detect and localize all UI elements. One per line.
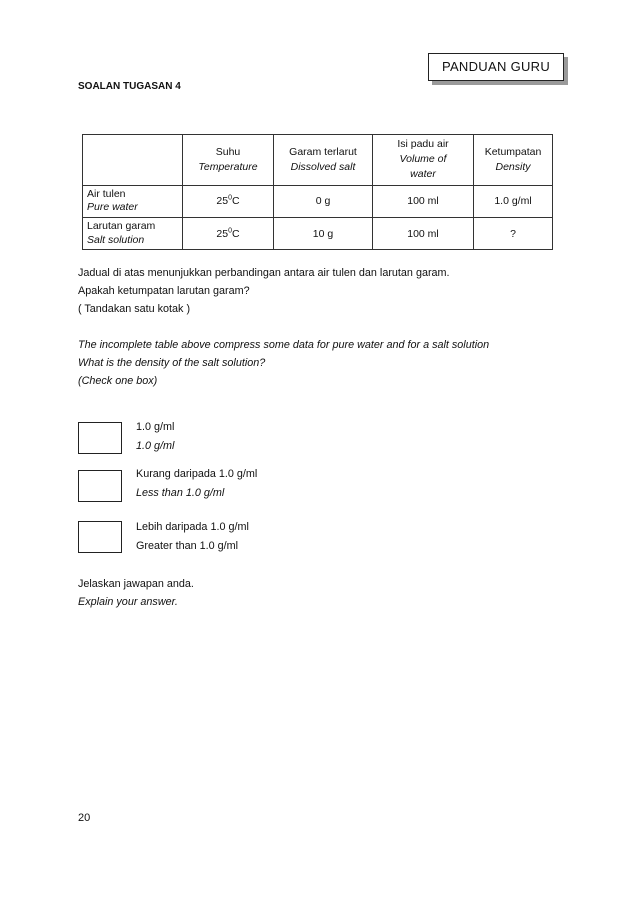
header-dissolved-salt: Garam terlarut Dissolved salt: [274, 135, 373, 186]
cell-density: ?: [474, 217, 553, 249]
option-checkbox-equal[interactable]: [78, 422, 122, 454]
header-density: Ketumpatan Density: [474, 135, 553, 186]
comparison-table: [82, 134, 553, 250]
cell-temperature: $25^0C$: [183, 185, 274, 217]
teacher-guide-badge: PANDUAN GURU: [428, 53, 564, 81]
option-label-greater: Lebih daripada 1.0 g/ml Greater than 1.0 g/ml: [136, 521, 249, 552]
explain-prompt: Jelaskan jawapan anda. Explain your answer.: [78, 578, 194, 608]
page-number: 20: [78, 812, 91, 824]
cell-volume: 100 ml: [373, 185, 474, 217]
table-header-row: [83, 135, 553, 186]
cell-temperature: $25^0C$: [183, 217, 274, 249]
intro-malay: Jadual di atas menunjukkan perbandingan antara air tulen dan larutan garam. Apakah ketumpatan larutan garam? ( Tandakan satu kotak ): [78, 267, 450, 315]
cell-volume: 100 ml: [373, 217, 474, 249]
option-checkbox-less[interactable]: [78, 470, 122, 502]
table-row: [83, 185, 553, 217]
option-label-equal: 1.0 g/ml 1.0 g/ml: [136, 421, 175, 452]
option-checkbox-greater[interactable]: [78, 521, 122, 553]
cell-salt: 10 g: [274, 217, 373, 249]
intro-english: The incomplete table above compress some data for pure water and for a salt solution What is the density of the salt solution? (Check one box): [78, 339, 490, 387]
table-header-blank: [83, 135, 183, 186]
cell-density: 1.0 g/ml: [474, 185, 553, 217]
cell-salt: 0 g: [274, 185, 373, 217]
header-volume: Isi padu air Volume of water: [373, 135, 474, 186]
page-title: SOALAN TUGASAN 4: [78, 81, 181, 92]
header-temperature: Suhu Temperature: [183, 135, 274, 186]
table-row: [83, 217, 553, 249]
row-label: Larutan garam Salt solution: [83, 217, 183, 249]
row-label: Air tulen Pure water: [83, 185, 183, 217]
option-label-less: Kurang daripada 1.0 g/ml Less than 1.0 g/ml: [136, 468, 258, 499]
